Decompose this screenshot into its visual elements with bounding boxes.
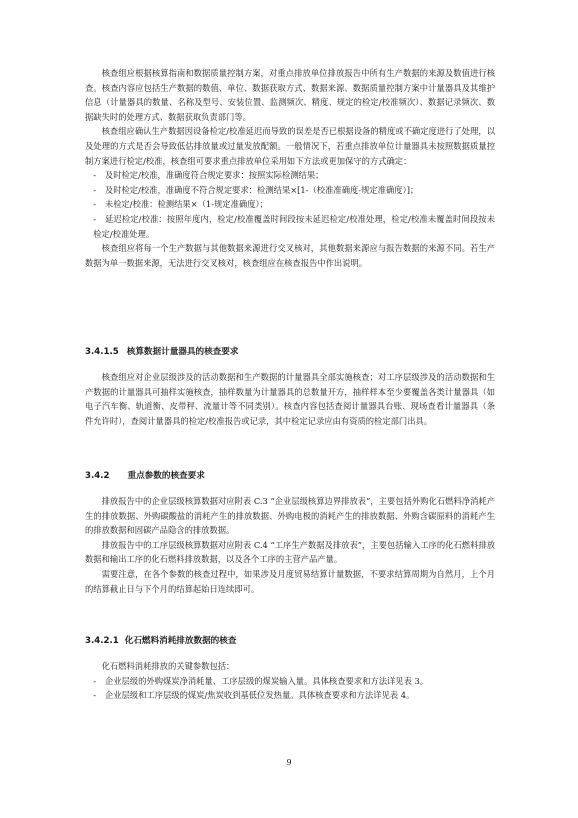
- dash-marker: -: [93, 213, 97, 224]
- section-intro: [85, 66, 495, 270]
- section-heading: [85, 345, 238, 357]
- list-item: [93, 197, 495, 212]
- section-title: 重点参数的核查要求: [127, 471, 205, 481]
- dash-marker: -: [93, 170, 97, 181]
- section-body: [85, 370, 495, 428]
- paragraph: 需要注意，在各个参数的核查过程中，如果涉及月度贸易结算计量数据，不要求结算周期为自然月，上个月的结算截止日与下个月的结算起始日连续即可。: [85, 568, 495, 594]
- list-item-text: 企业层级的外购煤炭净消耗量、工序层级的煤炭输入量。具体核查要求和方法详见表 3。: [104, 675, 429, 686]
- section-title: 化石燃料消耗排放数据的核查: [124, 636, 237, 646]
- section-number: 3.4.2.1: [85, 636, 119, 646]
- paragraph: 核查组应确认生产数据因设备检定/校准延迟而导致的误差是否已根据设备的精度或不确定度进行了处理，以及处理的方式是否会导致低估排放量或过量发放配额。一般情况下，若重点排放单位计量器具未按照数据质量控制方案进行检定/校准，核查组可要求重点排放单位采用如下方法或更加保守的方式确定：: [85, 126, 495, 166]
- paragraph: 排放报告中的工序层级核算数据对应附表 C.4 “工序生产数据及排放表”，主要包括输入工序的化石燃料排放数据和输出工序的化石燃料排放数据，以及各个工序的主营产品产量。: [85, 539, 495, 565]
- dash-marker: -: [93, 690, 97, 701]
- section-body: [85, 494, 495, 596]
- list-item-text: 未检定/校准：检测结果×（1-规定准确度）；: [104, 199, 268, 210]
- list-item-text: 企业层级和工序层级的煤炭/焦炭收到基低位发热量。具体核查要求和方法详见表 4。: [104, 690, 415, 701]
- section-heading: [85, 634, 236, 646]
- dash-marker: -: [93, 184, 97, 195]
- list-item: [93, 674, 495, 689]
- paragraph: 核查组应将每一个生产数据与其他数据来源进行交叉核对，其他数据来源应与报告数据的来源不同。若生产数据为单一数据来源，无法进行交叉核对，核查组应在核查报告中作出说明。: [85, 243, 495, 268]
- list-item: [93, 688, 495, 703]
- paragraph: 核查组应根据核算指南和数据质量控制方案，对重点排放单位排放报告中所有生产数据的来源及数值进行核查。核查内容应包括生产数据的数值、单位、数据获取方式、数据来源、数据质量控制方案中计量器具及其维护信息（计量器具的数量、名称及型号、安装位置、监测频次、精度、规定的检定/校准频次）、数据记录频次、数据缺失时的处理方式、数据获取负责部门等。: [85, 68, 495, 122]
- list-item: [93, 212, 495, 241]
- list-item-text: 及时检定/校准，准确度不符合规定要求：检测结果×[1-（校准准确度-规定准确度）]；: [104, 184, 419, 195]
- dash-marker: -: [93, 199, 97, 210]
- list-item-text: 及时检定/校准，准确度符合规定要求：按照实际检测结果；: [104, 170, 324, 181]
- section-number: 3.4.1.5: [85, 347, 119, 357]
- section-title: 核算数据计量器具的核查要求: [126, 347, 239, 357]
- paragraph: 排放报告中的企业层级核算数据对应附表 C.3 “企业层级核算边界排放表”，主要包括外购化石燃料净消耗产生的排放数据、外购碳酸盐的消耗产生的排放数据、外购电极的消耗产生的排放数据、外购含碳原料的消耗产生的排放数据和固碳产品隐含的排放数据。: [85, 496, 495, 536]
- section-heading: [85, 469, 205, 481]
- section-number: 3.4.2: [85, 471, 110, 481]
- page-number: 9: [286, 758, 292, 767]
- list-item: [93, 183, 495, 198]
- section-body: [85, 659, 495, 703]
- dash-marker: -: [93, 675, 97, 686]
- paragraph: 化石燃料消耗排放的关键参数包括：: [101, 661, 235, 671]
- paragraph: 核查组应对企业层级涉及的活动数据和生产数据的计量器具全部实施核查；对工序层级涉及的活动数据和生产数据的计量器具可抽样实施核查，抽样数量为计量器具的总数量开方，抽样样本至少要覆盖各类计量器具（如电子汽车衡、轨道衡、皮带秤、流量计等不同类别）。核查内容包括查阅计量器具台账、现场查看计量器具（条件允许时），查阅计量器具的检定/校准报告或记录，其中检定记录应由有资质的检定部门出具。: [85, 372, 495, 426]
- list-item: [93, 168, 495, 183]
- list-item-text: 延迟检定/校准：按照年度内，检定/校准覆盖时间段按未延迟检定/校准处理，检定/校准未覆盖时间段按未检定/校准处理。: [93, 213, 495, 239]
